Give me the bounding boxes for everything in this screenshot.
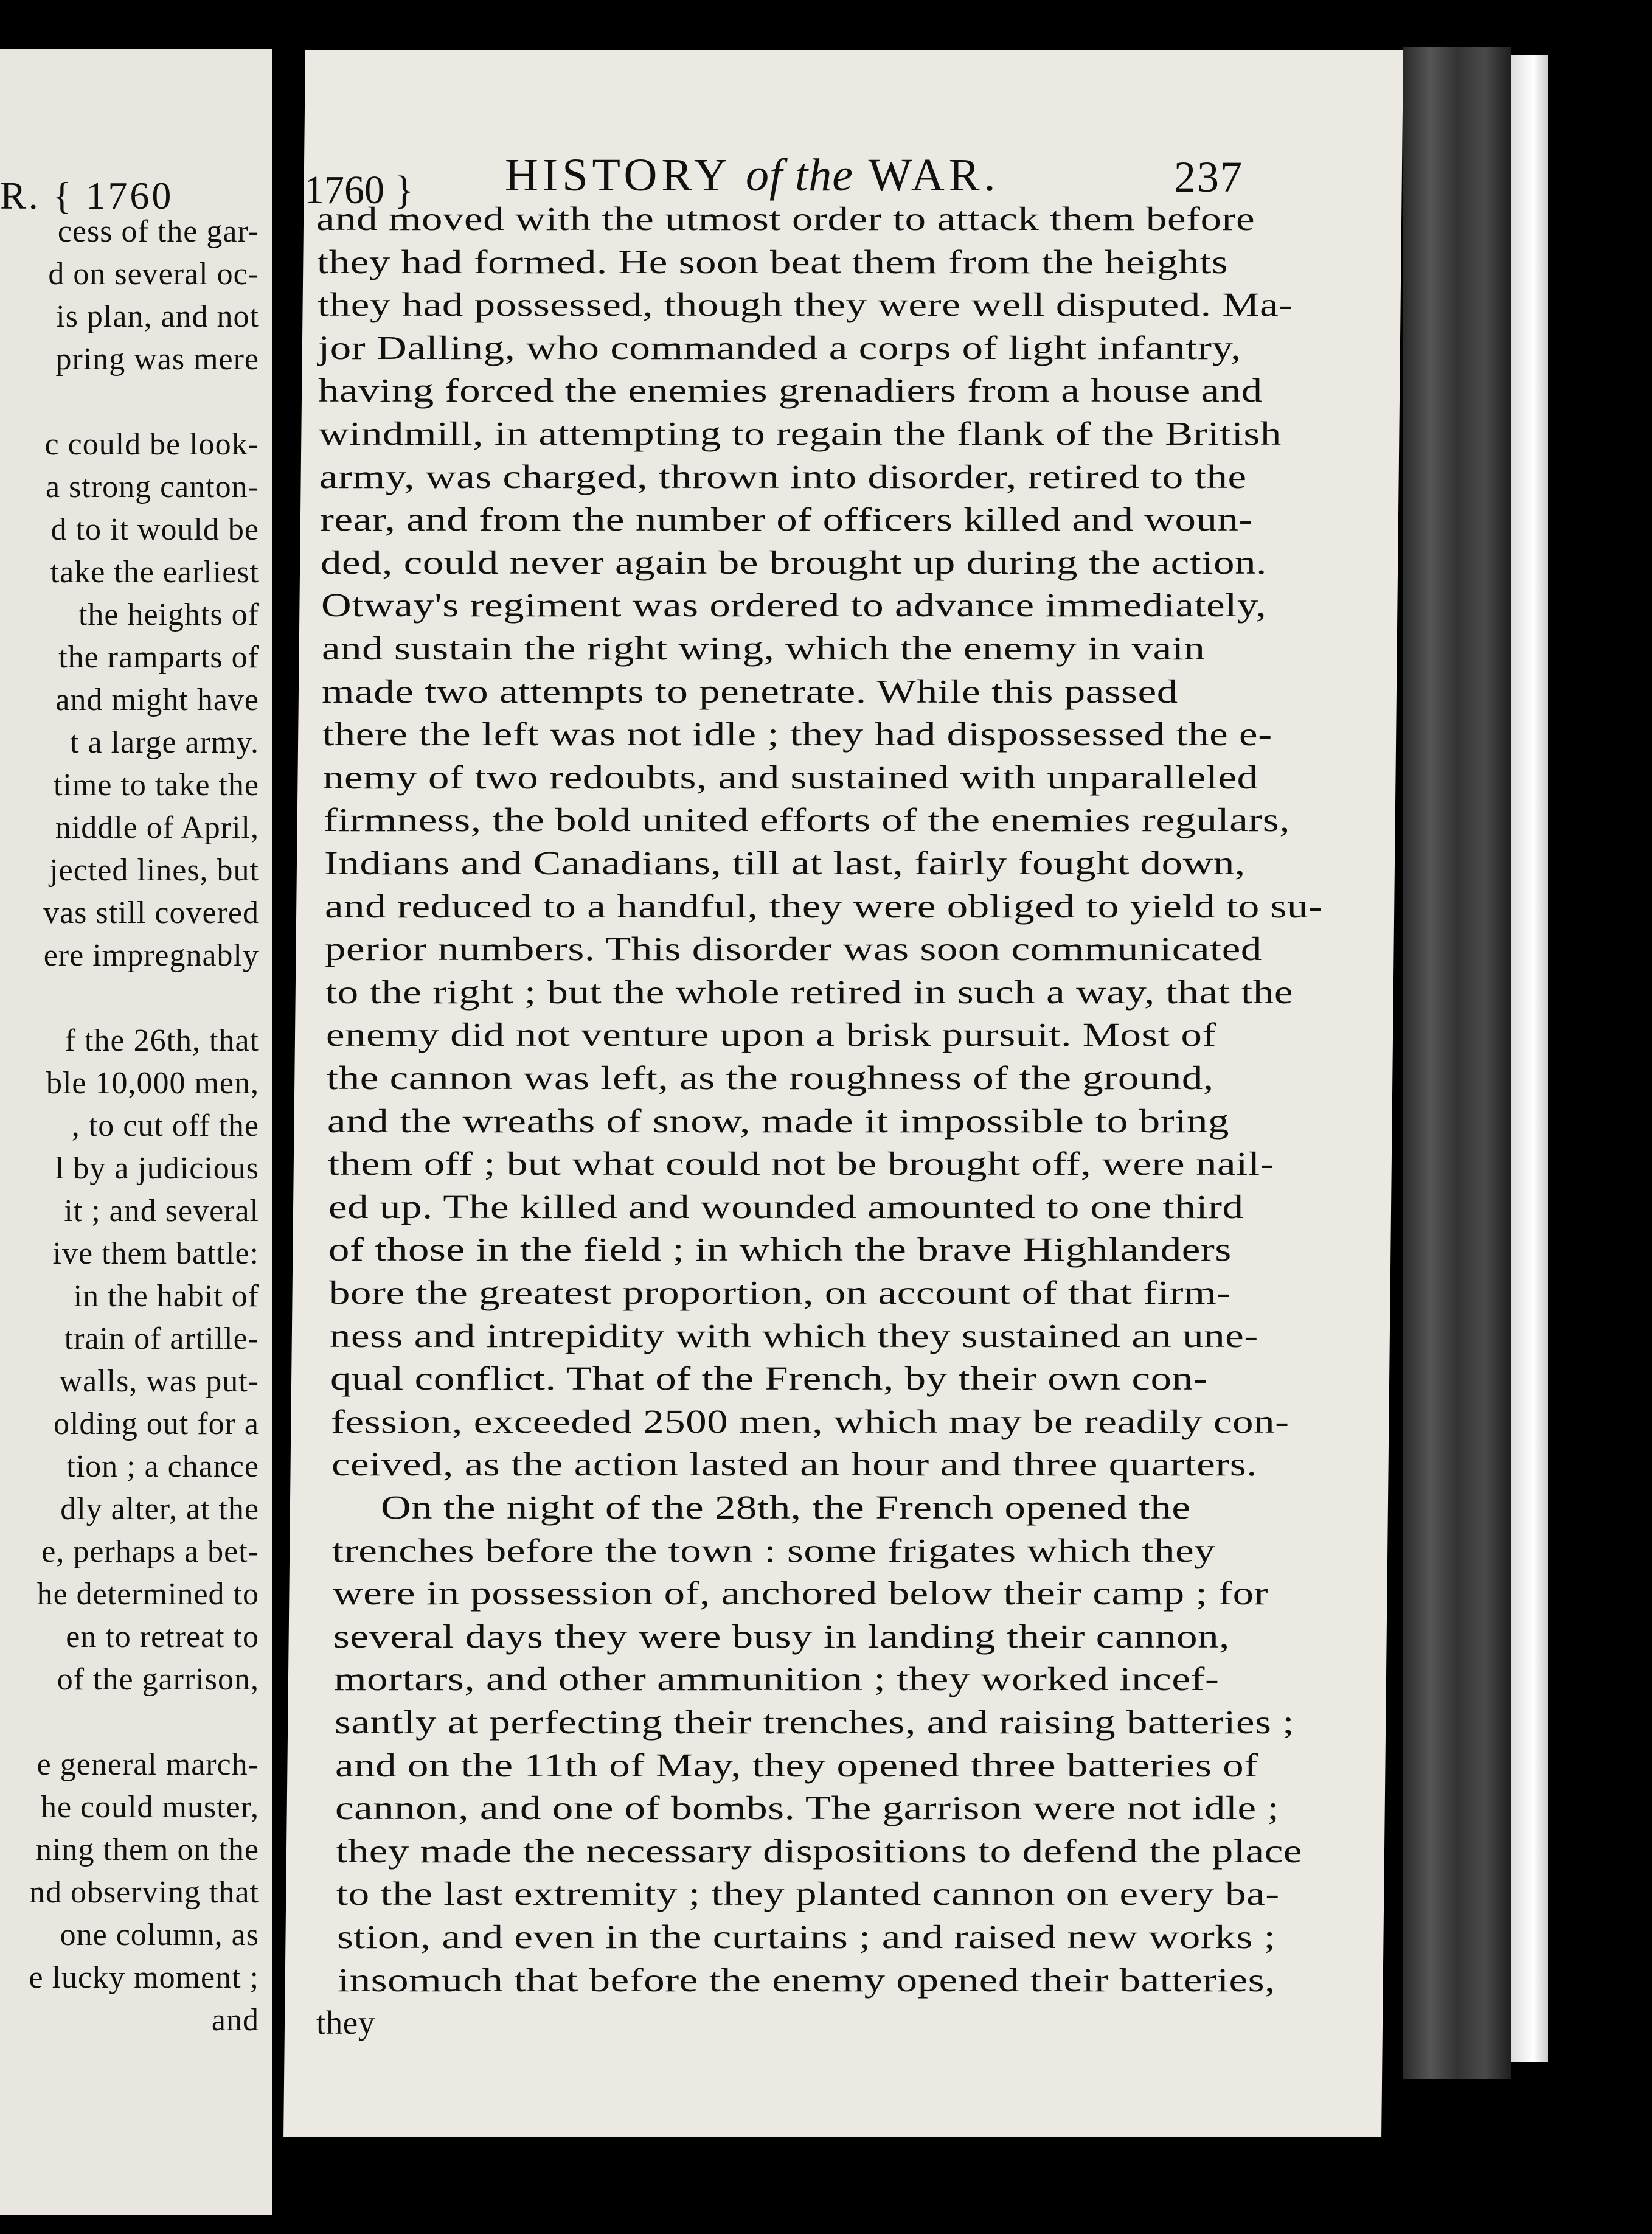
text-line: and on the 11th of May, they opened three batteries of — [335, 1746, 1258, 1784]
text-line: c could be look- — [44, 427, 259, 462]
text-line: qual conflict. That of the French, by their own con- — [330, 1360, 1208, 1397]
title-word-of-the: of the — [745, 150, 853, 201]
text-line: cannon, and one of bombs. The garrison were not idle ; — [335, 1789, 1280, 1827]
text-line: the cannon was left, as the roughness of the ground, — [327, 1059, 1214, 1096]
text-line: en to retreat to — [66, 1620, 259, 1654]
text-line: cess of the gar- — [57, 214, 259, 249]
title-word-history: HISTORY — [505, 150, 730, 201]
text-line: rear, and from the number of officers killed and woun- — [319, 501, 1254, 538]
text-line: perior numbers. This disorder was soon communicated — [325, 930, 1263, 968]
text-line: of the garrison, — [57, 1662, 259, 1697]
text-line: he determined to — [36, 1577, 259, 1612]
text-line: one column, as — [60, 1918, 259, 1952]
text-line: trenches before the town : some frigates which they — [332, 1531, 1216, 1569]
text-line: to the right ; but the whole retired in such a way, that the — [325, 973, 1294, 1011]
page-edge-highlight — [1511, 55, 1548, 2062]
text-line: ning them on the — [36, 1832, 259, 1867]
text-line: nemy of two redoubts, and sustained with unparalleled — [323, 758, 1258, 796]
text-line: made two attempts to penetrate. While this passed — [322, 672, 1179, 710]
text-line: a strong canton- — [45, 470, 259, 504]
text-line: and — [211, 2003, 259, 2037]
text-line: is plan, and not — [56, 299, 259, 334]
text-line: ness and intrepidity with which they sustained an une- — [330, 1317, 1258, 1354]
left-page-header: R. { 1760 — [0, 174, 174, 217]
running-header-year: 1760 } — [304, 168, 414, 212]
text-line: they — [316, 2004, 375, 2042]
running-header-title — [505, 150, 1000, 201]
text-line: e lucky moment ; — [29, 1960, 259, 1995]
text-line: there the left was not idle ; they had dispossessed the e- — [322, 715, 1272, 753]
page-edge — [1403, 47, 1511, 2079]
text-line: nd observing that — [29, 1875, 259, 1910]
text-line: ceived, as the action lasted an hour and three quarters. — [331, 1446, 1257, 1483]
text-line: in the habit of — [73, 1279, 259, 1314]
text-line: army, was charged, thrown into disorder, retired to the — [319, 458, 1247, 495]
text-line: e, perhaps a bet- — [41, 1534, 259, 1569]
text-line: On the night of the 28th, the French opened the — [380, 1489, 1191, 1526]
text-line: it ; and several — [64, 1194, 259, 1228]
text-line: several days they were busy in landing their cannon, — [333, 1617, 1230, 1655]
text-line: the ramparts of — [58, 640, 259, 675]
text-line: them off ; but what could not be brought off, were nail- — [327, 1145, 1274, 1183]
text-line: f the 26th, that — [64, 1023, 259, 1058]
text-line: to the last extremity ; they planted cannon on every ba- — [336, 1875, 1280, 1913]
text-line: l by a judicious — [55, 1151, 259, 1186]
text-line: Indians and Canadians, till at last, fairly fought down, — [324, 844, 1246, 882]
text-line: ive them battle: — [52, 1236, 259, 1271]
text-line: bore the greatest proportion, on account of that firm- — [329, 1274, 1232, 1311]
text-line: windmill, in attempting to regain the flank of the British — [319, 415, 1282, 452]
text-line: they had formed. He soon beat them from the heights — [316, 243, 1229, 280]
text-line: fession, exceeded 2500 men, which may be readily con- — [330, 1402, 1289, 1440]
text-line: time to take the — [53, 768, 259, 802]
text-line: jected lines, but — [49, 853, 259, 888]
text-line: t a large army. — [70, 725, 259, 760]
text-line: insomuch that before the enemy opened their batteries, — [337, 1961, 1275, 1999]
text-line: vas still covered — [43, 896, 259, 930]
text-line: were in possession of, anchored below their camp ; for — [333, 1575, 1269, 1612]
text-line: Otway's regiment was ordered to advance immediately, — [321, 586, 1266, 624]
text-line: jor Dalling, who commanded a corps of light infantry, — [318, 329, 1241, 366]
text-line: they had possessed, though they were well disputed. Ma- — [317, 286, 1293, 324]
text-line: take the earliest — [50, 555, 259, 590]
text-line: ded, could never again be brought up during the action. — [320, 543, 1267, 581]
text-line: the heights of — [78, 597, 259, 632]
text-line: pring was mere — [55, 342, 259, 377]
text-line: tion ; a chance — [66, 1449, 259, 1484]
page-number: 237 — [1174, 153, 1243, 201]
text-line: , to cut off the — [71, 1108, 259, 1143]
text-line: and the wreaths of snow, made it impossible to bring — [327, 1102, 1229, 1140]
text-line: enemy did not venture upon a brisk pursuit. Most of — [326, 1016, 1217, 1054]
text-line: d to it would be — [50, 512, 259, 547]
text-line: mortars, and other ammunition ; they worked incef- — [333, 1660, 1220, 1698]
text-line: ble 10,000 men, — [46, 1066, 259, 1101]
text-line: and moved with the utmost order to attack them before — [316, 200, 1255, 237]
text-line: santly at perfecting their trenches, and raising batteries ; — [334, 1703, 1294, 1741]
text-line: ere impregnably — [43, 938, 259, 973]
text-line: they made the necessary dispositions to defend the place — [336, 1832, 1303, 1870]
text-line: and might have — [55, 683, 259, 717]
text-line: walls, was put- — [59, 1364, 259, 1399]
text-line: stion, and even in the curtains ; and raised new works ; — [337, 1918, 1276, 1955]
text-line: e general march- — [36, 1747, 259, 1782]
text-line: d on several oc- — [48, 257, 259, 291]
text-line: firmness, the bold united efforts of the enemies regulars, — [323, 801, 1290, 839]
text-line: and sustain the right wing, which the enemy in vain — [321, 630, 1205, 667]
text-line: of those in the field ; in which the brave Highlanders — [328, 1231, 1232, 1268]
text-line: dly alter, at the — [60, 1492, 259, 1526]
text-line: olding out for a — [53, 1407, 259, 1441]
text-line: train of artille- — [64, 1321, 259, 1356]
text-line: and reduced to a handful, they were obliged to yield to su- — [324, 887, 1323, 925]
text-line: niddle of April, — [55, 810, 259, 845]
text-line: he could muster, — [40, 1790, 259, 1825]
text-line: ed up. The killed and wounded amounted to one third — [328, 1188, 1244, 1225]
text-line: having forced the enemies grenadiers from a house and — [318, 372, 1263, 409]
title-word-war: WAR. — [868, 150, 1000, 201]
left-page — [0, 49, 272, 2215]
